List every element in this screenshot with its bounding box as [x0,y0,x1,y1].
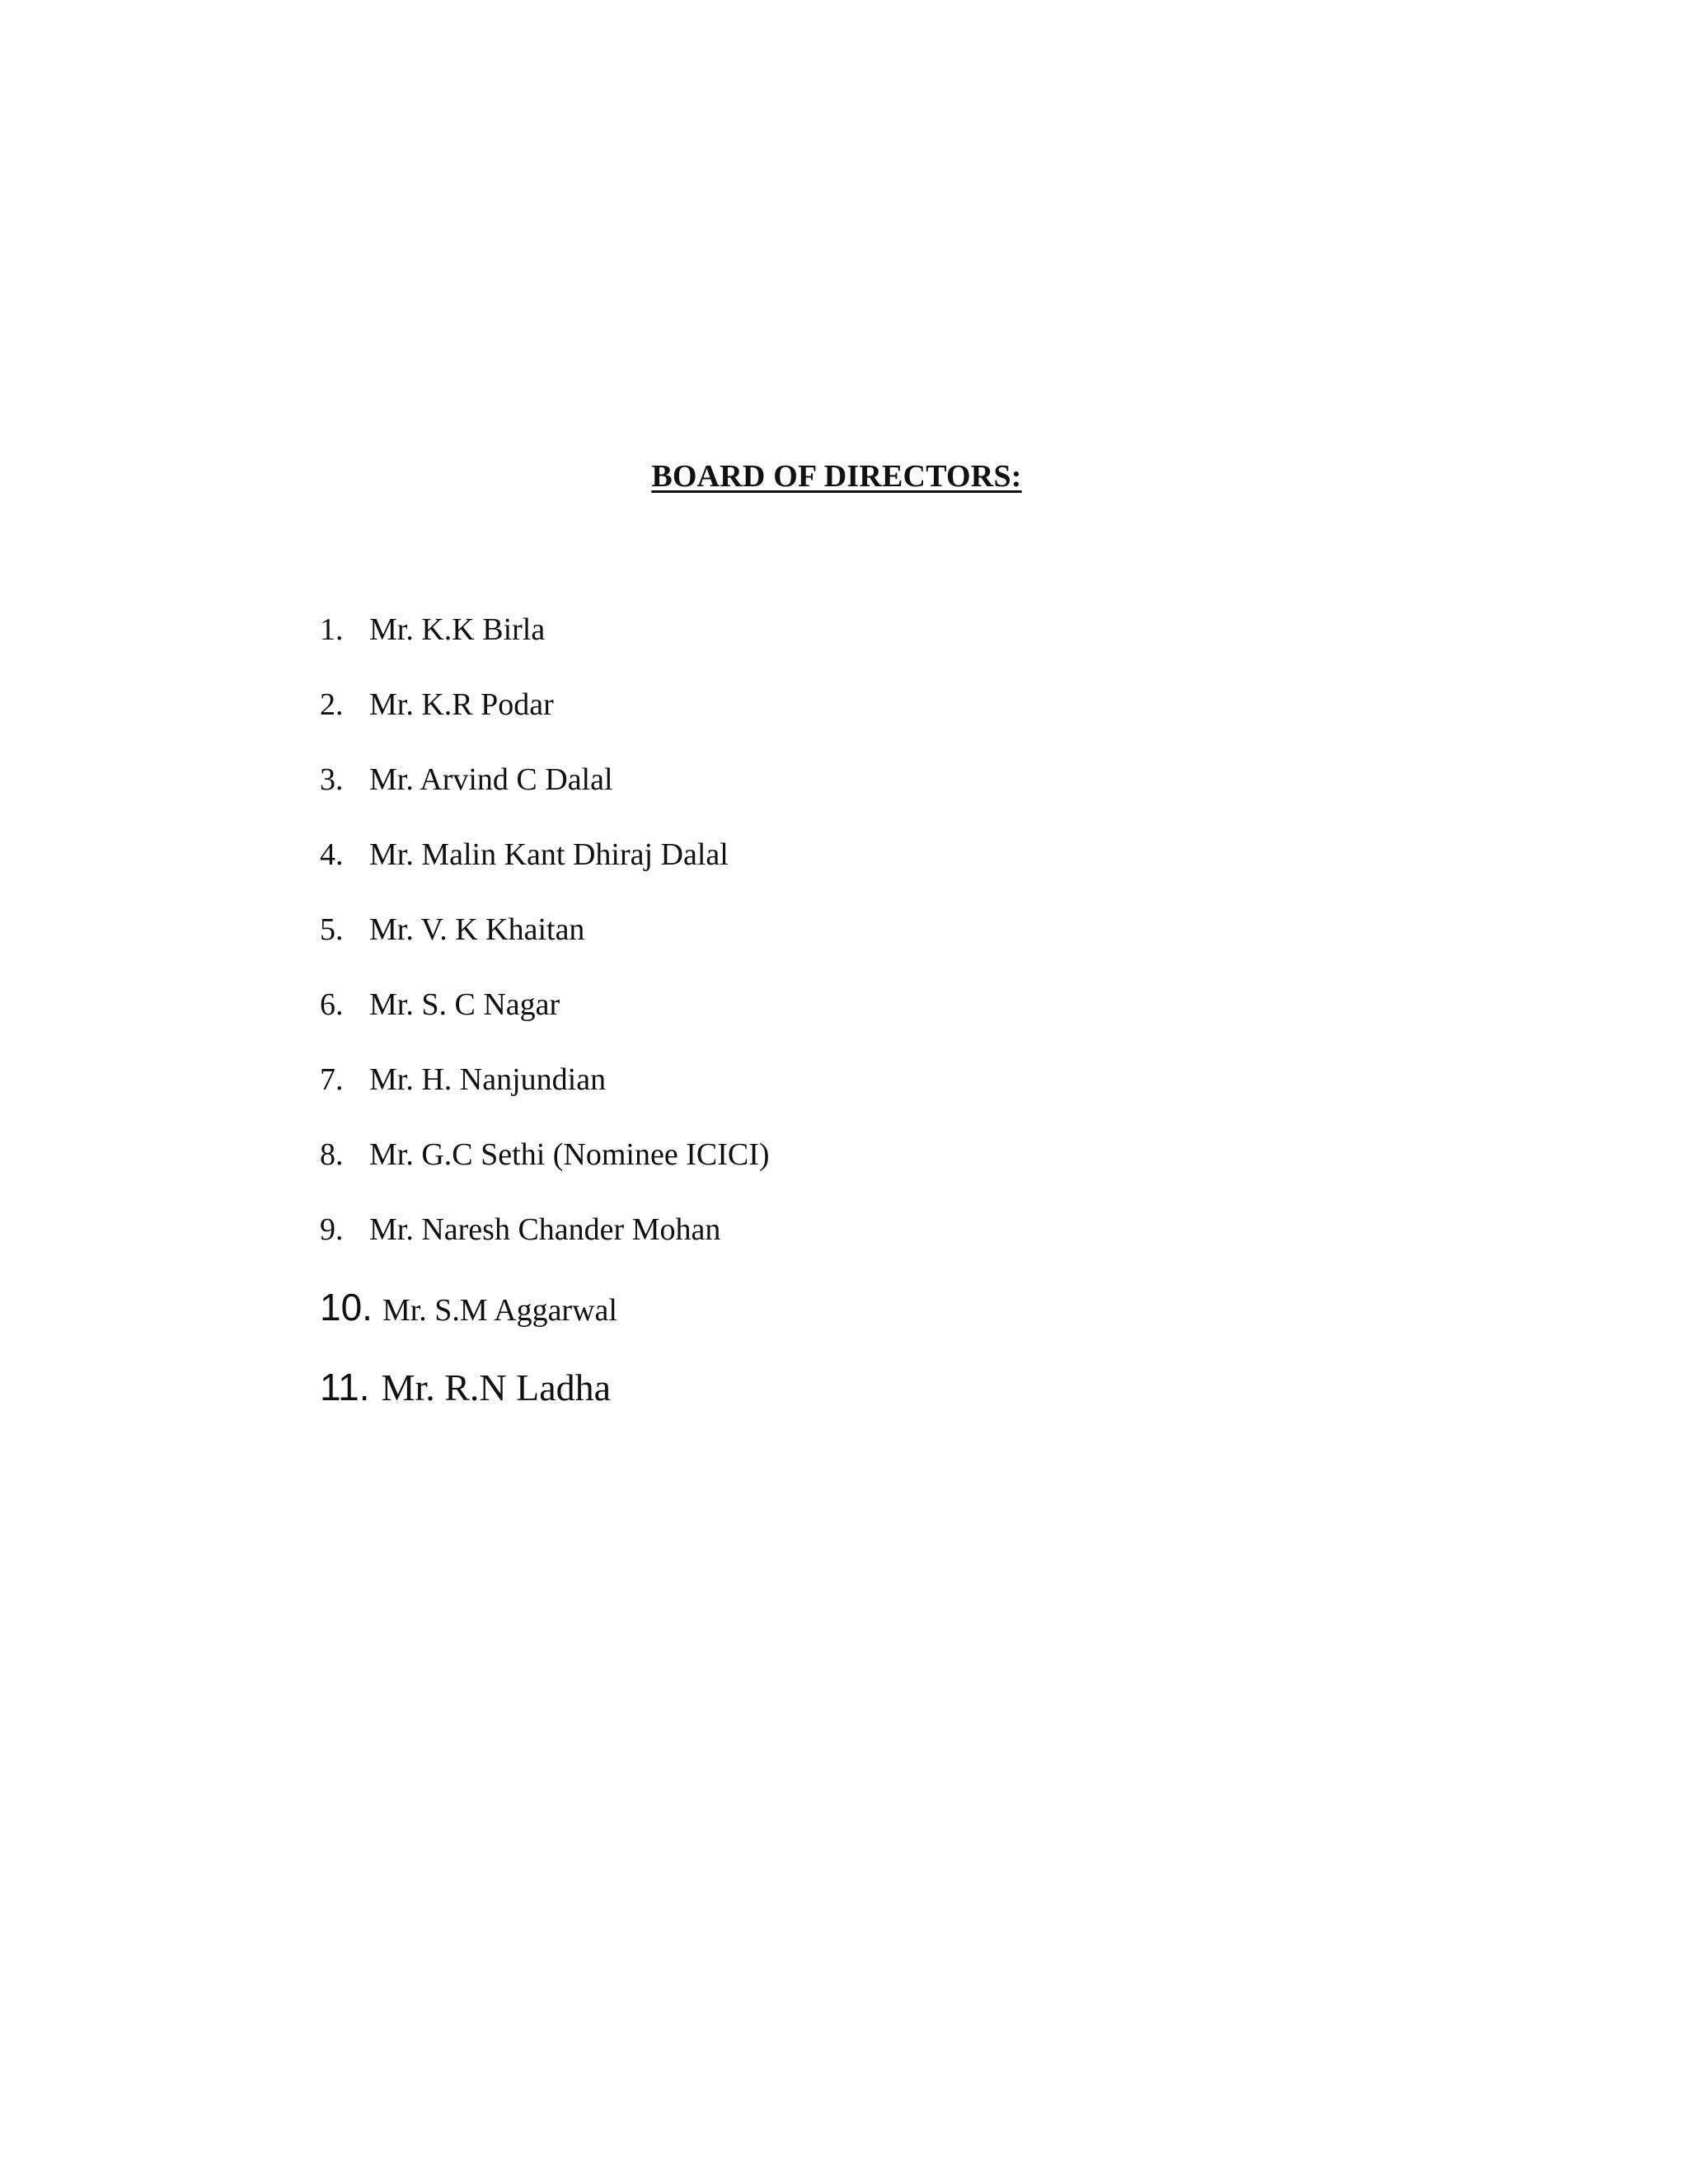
list-item [320,614,545,645]
director-name: Mr. Naresh Chander Mohan [369,1212,721,1247]
list-item [320,764,613,795]
list-item [320,1286,617,1329]
director-name: Mr. V. K Khaitan [369,912,585,947]
list-item-number: 1. [320,612,344,647]
list-item [320,989,560,1020]
director-name: Mr. H. Nanjundian [369,1062,607,1097]
list-item-number: 11. [320,1366,370,1408]
director-name: Mr. K.R Podar [369,687,554,722]
director-name: Mr. Malin Kant Dhiraj Dalal [369,837,729,872]
list-item-number: 2. [320,687,344,722]
director-name: Mr. K.K Birla [369,612,546,647]
list-item-number: 10. [320,1286,373,1329]
list-item [320,1139,770,1170]
list-item-number: 5. [320,912,344,947]
list-item [320,1214,720,1245]
list-item-number: 4. [320,837,344,872]
list-item [320,689,554,720]
page-title: BOARD OF DIRECTORS: [651,459,1022,494]
list-item-number: 8. [320,1137,344,1172]
director-name: Mr. S. C Nagar [369,987,560,1022]
director-name: Mr. G.C Sethi (Nominee ICICI) [369,1137,770,1172]
list-item [320,914,584,945]
list-item-number: 6. [320,987,344,1022]
director-name: Mr. R.N Ladha [381,1366,612,1408]
list-item-number: 7. [320,1062,344,1097]
list-item-number: 9. [320,1212,344,1247]
director-name: Mr. Arvind C Dalal [369,762,613,797]
director-name: Mr. S.M Aggarwal [382,1293,617,1328]
list-item [320,839,729,870]
list-item [320,1368,611,1407]
list-item [320,1064,606,1095]
list-item-number: 3. [320,762,344,797]
